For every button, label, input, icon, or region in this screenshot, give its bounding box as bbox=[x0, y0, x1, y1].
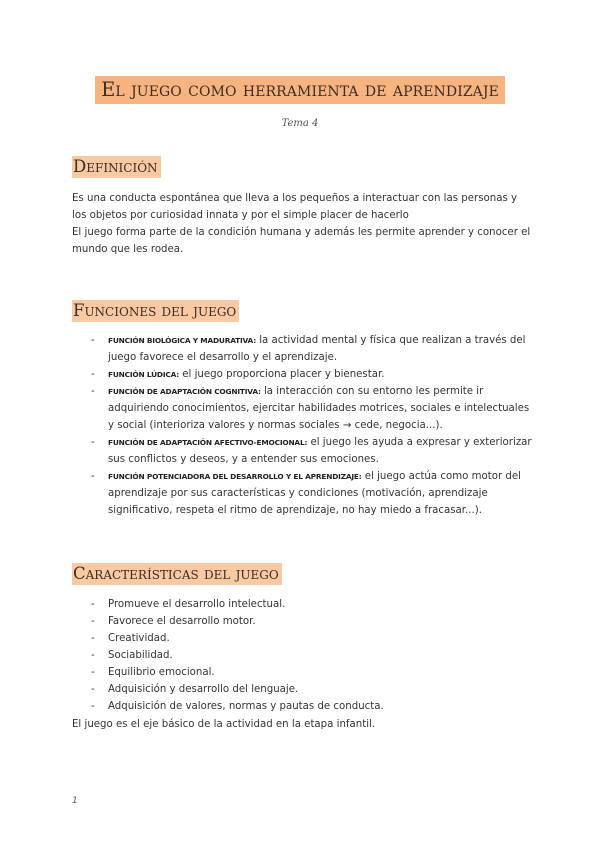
dash-marker: - bbox=[91, 667, 95, 678]
title-block bbox=[0, 76, 600, 104]
definicion-body bbox=[72, 190, 532, 258]
page-subtitle: Tema 4 bbox=[281, 118, 319, 129]
list-item-text: Favorece el desarrollo motor. bbox=[108, 616, 256, 627]
list-item-text: Creatividad. bbox=[108, 633, 170, 644]
function-keyword: FUNCIÓN DE ADAPTACIÓN AFECTIVO-EMOCIONAL: bbox=[108, 438, 308, 447]
list-item bbox=[72, 681, 532, 698]
list-item bbox=[72, 434, 532, 468]
function-keyword: FUNCIÓN LÚDICA: bbox=[108, 370, 180, 379]
dash-marker: - bbox=[91, 684, 95, 695]
function-text: el juego proporciona placer y bienestar. bbox=[179, 369, 385, 380]
dash-marker: - bbox=[91, 369, 95, 380]
function-keyword: FUNCIÓN BIOLÓGICA Y MADURATIVA: bbox=[108, 336, 256, 345]
dash-marker: - bbox=[91, 616, 95, 627]
function-text: la interacción con su entorno les permite ir adquiriendo conocimientos, ejercitar habilidades motrices, sociales e intelectuales y social (interioriza valores y normas sociales → cede, negocia...). bbox=[108, 386, 530, 431]
list-item bbox=[72, 366, 532, 383]
list-item-text: Sociabilidad. bbox=[108, 650, 173, 661]
dash-marker: - bbox=[91, 437, 95, 448]
list-item bbox=[72, 613, 532, 630]
funciones-list bbox=[72, 332, 532, 519]
list-item bbox=[72, 468, 532, 519]
list-item bbox=[72, 630, 532, 647]
dash-marker: - bbox=[91, 471, 95, 482]
dash-marker: - bbox=[91, 386, 95, 397]
list-item bbox=[72, 647, 532, 664]
list-item-text: Adquisición de valores, normas y pautas de conducta. bbox=[108, 701, 384, 712]
list-item-text: Promueve el desarrollo intelectual. bbox=[108, 599, 286, 610]
list-item-text: Adquisición y desarrollo del lenguaje. bbox=[108, 684, 299, 695]
function-text: el juego actúa como motor del aprendizaje por sus características y condiciones (motivación, aprendizaje significativo, respeta el ritmo de aprendizaje, no hay miedo a fracasar...). bbox=[108, 471, 521, 516]
heading-definicion: Definición bbox=[72, 156, 161, 178]
dash-marker: - bbox=[91, 633, 95, 644]
caracteristicas-closing: El juego es el eje básico de la actividad en la etapa infantil. bbox=[72, 719, 376, 730]
dash-marker: - bbox=[91, 335, 95, 346]
list-item-text: Equilibrio emocional. bbox=[108, 667, 215, 678]
list-item bbox=[72, 332, 532, 366]
function-text: el juego les ayuda a expresar y exteriorizar sus conflictos y deseos, y a entender sus emociones. bbox=[108, 437, 532, 465]
caracteristicas-list bbox=[72, 596, 532, 715]
definicion-line-1: Es una conducta espontánea que lleva a los pequeños a interactuar con las personas y los objetos por curiosidad innata y por el simple placer de hacerlo bbox=[72, 193, 518, 221]
heading-caracteristicas: Características del juego bbox=[72, 563, 282, 585]
function-keyword: FUNCIÓN POTENCIADORA DEL DESARROLLO Y EL APRENDIZAJE: bbox=[108, 472, 362, 481]
list-item bbox=[72, 596, 532, 613]
page-title: El juego como herramienta de aprendizaje bbox=[95, 76, 505, 104]
function-keyword: FUNCIÓN DE ADAPTACIÓN COGNITIVA: bbox=[108, 387, 261, 396]
list-item bbox=[72, 664, 532, 681]
heading-funciones: Funciones del juego bbox=[72, 300, 239, 322]
dash-marker: - bbox=[91, 701, 95, 712]
definicion-line-2: El juego forma parte de la condición humana y además les permite aprender y conocer el mundo que les rodea. bbox=[72, 227, 531, 255]
list-item bbox=[72, 383, 532, 434]
page-number: 1 bbox=[72, 796, 78, 806]
list-item bbox=[72, 698, 532, 715]
function-text: la actividad mental y física que realizan a través del juego favorece el desarrollo y el aprendizaje. bbox=[108, 335, 526, 363]
dash-marker: - bbox=[91, 650, 95, 661]
dash-marker: - bbox=[91, 599, 95, 610]
